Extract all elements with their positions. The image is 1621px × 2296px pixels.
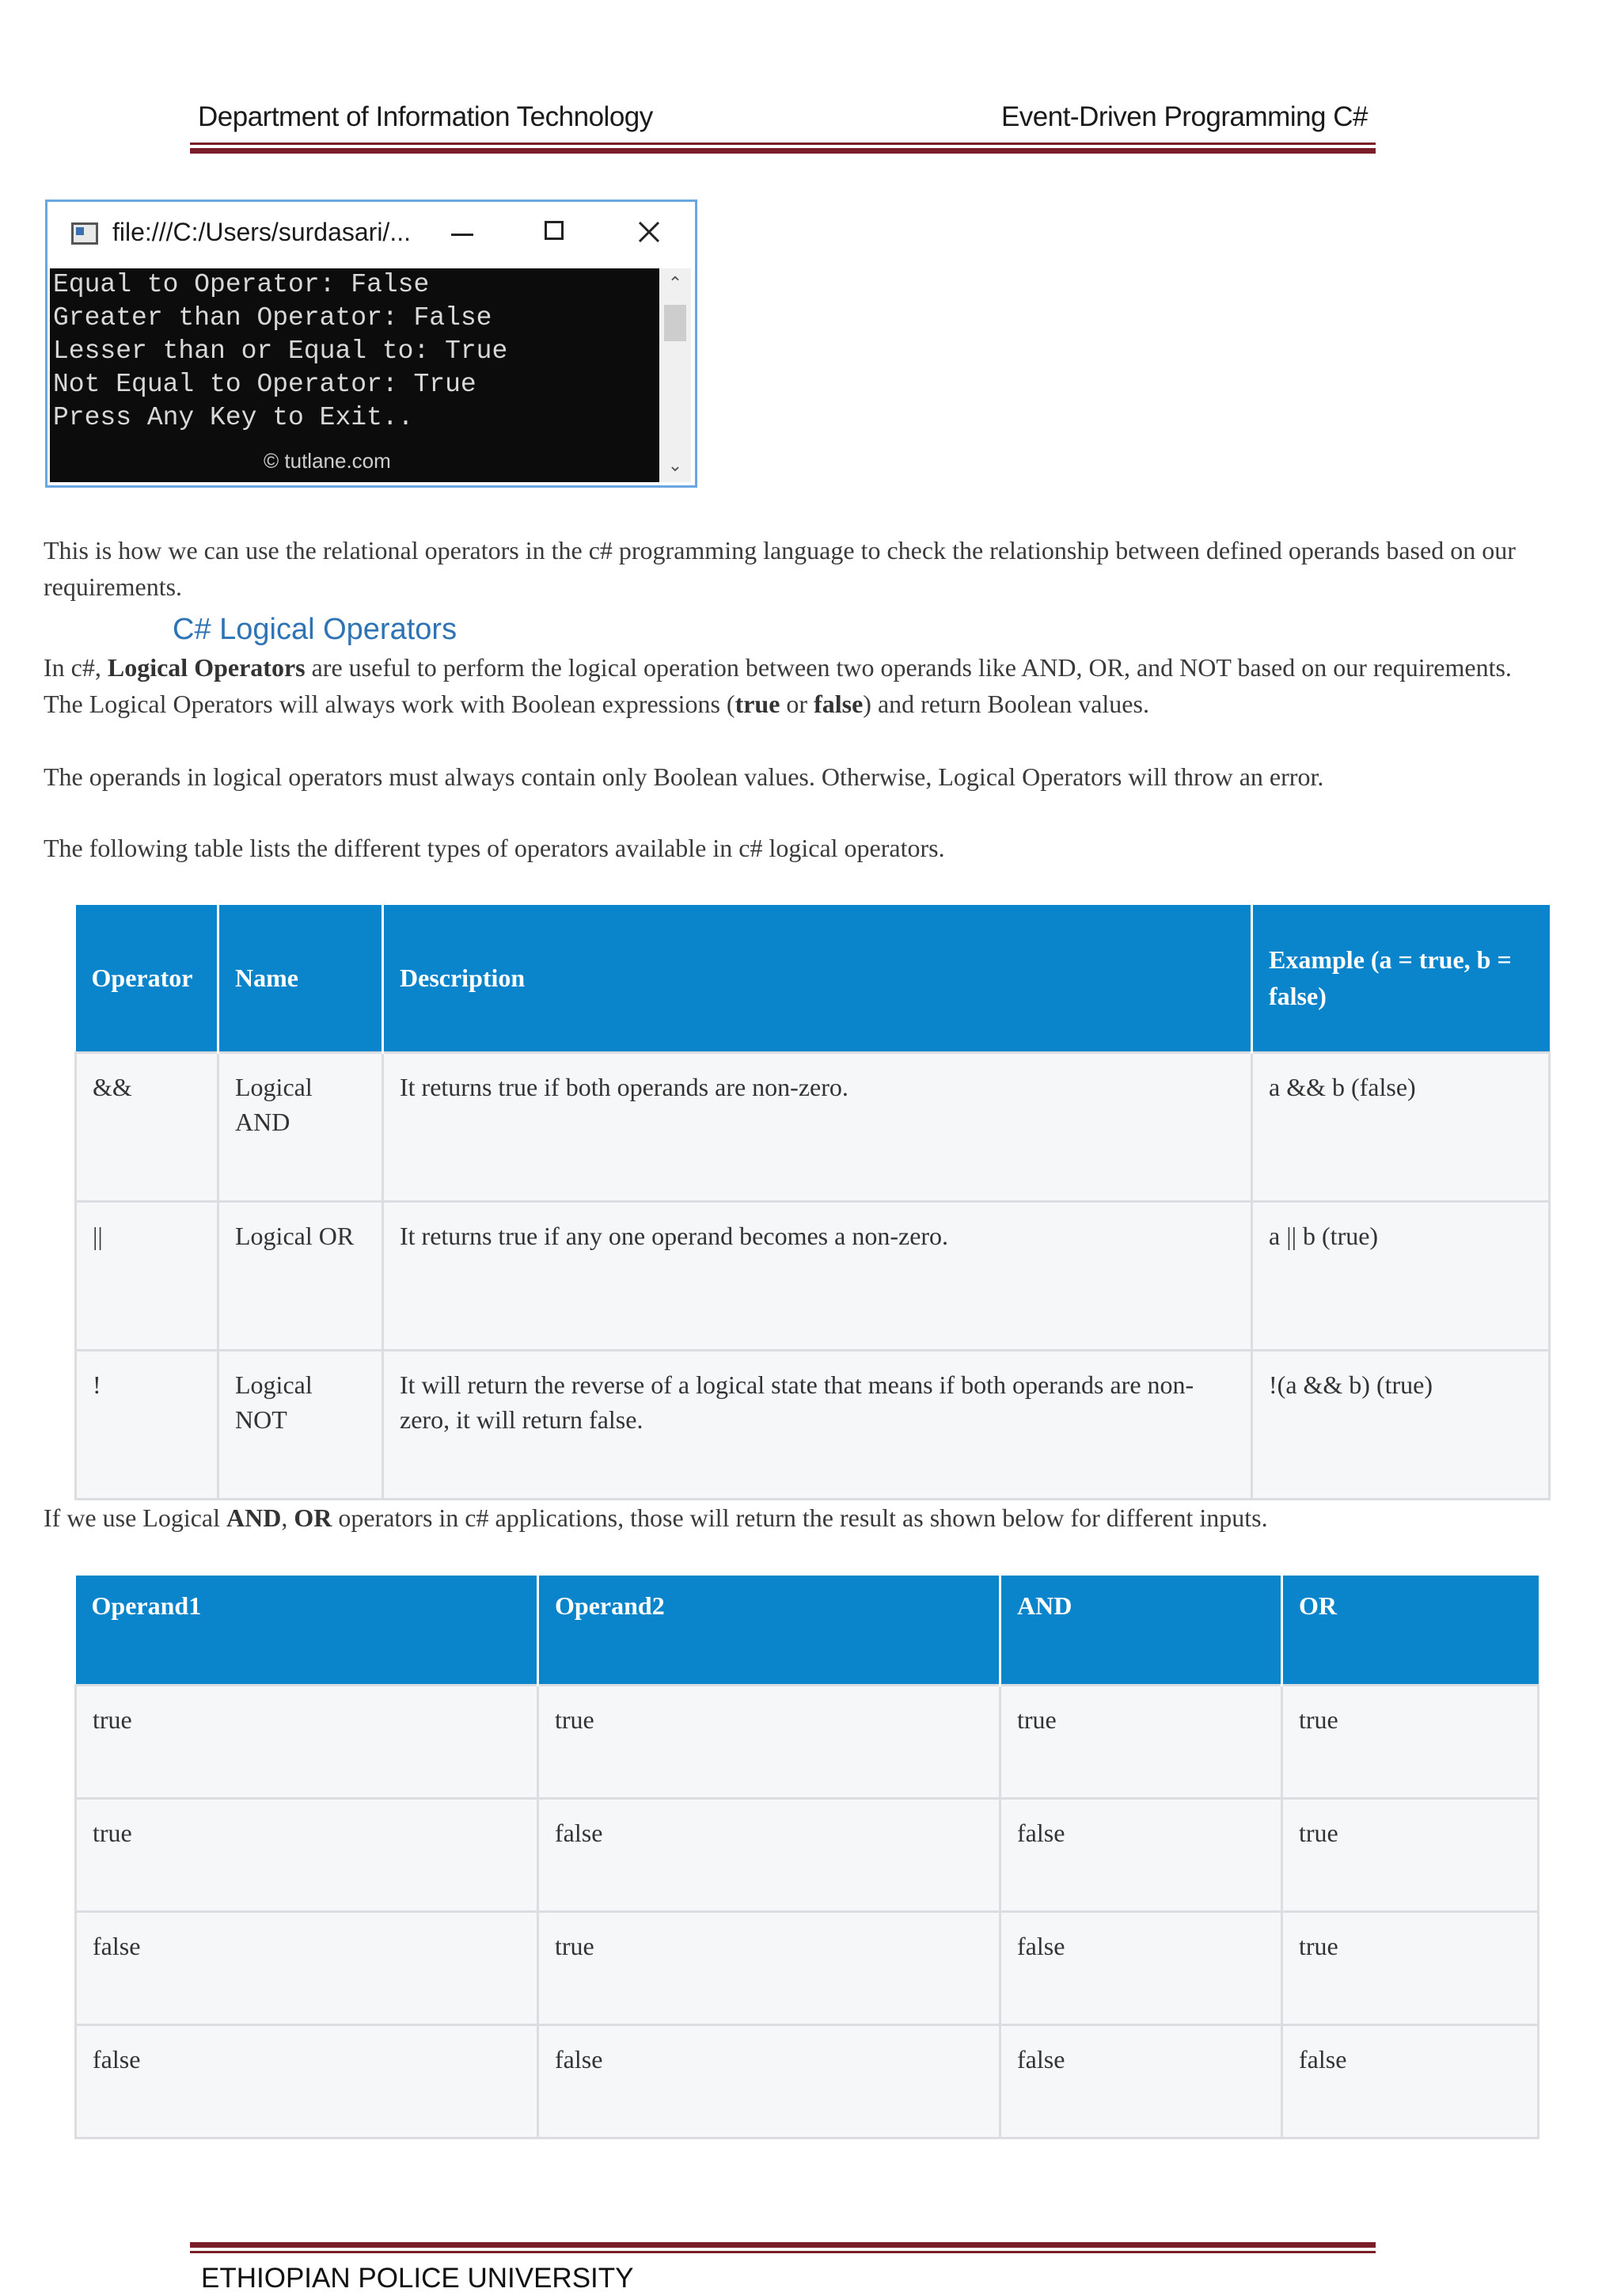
console-line: Greater than Operator: False [53, 303, 492, 333]
table-row [76, 2024, 1539, 2138]
console-output [50, 268, 659, 482]
table-header-row [76, 1576, 1539, 1685]
table-cell: false [1000, 1911, 1282, 2024]
header-department: Department of Information Technology [198, 101, 653, 132]
table-row [76, 1052, 1550, 1201]
header-cell: Operator [76, 905, 218, 1052]
paragraph-truth-intro [44, 1500, 1547, 1536]
table-cell: true [1000, 1685, 1282, 1798]
text: or [780, 690, 814, 718]
bold-term: AND [226, 1503, 282, 1532]
maximize-icon [545, 221, 564, 240]
header-cell: Example (a = true, b = false) [1252, 905, 1550, 1052]
logical-operators-table [74, 905, 1551, 1500]
table-cell: true [1282, 1911, 1539, 2024]
minimize-icon [451, 234, 473, 236]
header-cell: AND [1000, 1576, 1282, 1685]
text: If we use Logical [44, 1503, 227, 1532]
table-header-row [76, 905, 1550, 1052]
table-cell: Logical OR [218, 1201, 383, 1350]
header-rule-thick [190, 148, 1376, 154]
table-cell: ! [76, 1350, 218, 1499]
footer-university: ETHIOPIAN POLICE UNIVERSITY [201, 2263, 634, 2294]
header-cell: Operand1 [76, 1576, 538, 1685]
paragraph-relational-summary: This is how we can use the relational operators in the c# programming language to check the relationship between defined operands based on our requirements. [44, 536, 1516, 601]
table-cell: true [538, 1685, 1000, 1798]
header-cell: OR [1282, 1576, 1539, 1685]
scroll-down-icon: ⌄ [667, 456, 683, 476]
table-cell: false [1000, 2024, 1282, 2138]
console-line: Equal to Operator: False [53, 270, 430, 299]
table-cell: false [538, 2024, 1000, 2138]
console-watermark: © tutlane.com [264, 449, 391, 473]
console-title: file:///C:/Users/surdasari/... [112, 218, 411, 246]
header-cell: Description [383, 905, 1252, 1052]
table-cell: a && b (false) [1252, 1052, 1550, 1201]
table-cell: !(a && b) (true) [1252, 1350, 1550, 1499]
table-cell: false [538, 1798, 1000, 1911]
console-app-icon [71, 222, 98, 245]
table-row [76, 1201, 1550, 1350]
header-cell: Operand2 [538, 1576, 1000, 1685]
table-cell: Logical NOT [218, 1350, 383, 1499]
header-rule-thin [190, 143, 1376, 145]
table-cell: It will return the reverse of a logical state that means if both operands are non-zero, it will return false. [383, 1350, 1252, 1499]
scroll-thumb [664, 305, 686, 341]
table-cell: || [76, 1201, 218, 1350]
console-line: Press Any Key to Exit.. [53, 403, 414, 432]
table-cell: Logical AND [218, 1052, 383, 1201]
table-row [76, 1911, 1539, 2024]
table-cell: && [76, 1052, 218, 1201]
text: ) and return Boolean values. [863, 690, 1149, 718]
paragraph-logical-intro [44, 649, 1547, 722]
close-icon [633, 216, 665, 248]
page-header [190, 97, 1376, 144]
paragraph-table-intro: The following table lists the different types of operators available in c# logical operators. [44, 834, 945, 862]
bold-term: Logical Operators [107, 653, 306, 682]
table-cell: true [76, 1685, 538, 1798]
text: In c#, [44, 653, 108, 682]
header-cell: Name [218, 905, 383, 1052]
text: are useful to perform the logical operation between two operands like AND, OR, and NOT based on our requirements. The Logical Operators will always work with Boolean expressions ( [44, 653, 1512, 718]
bold-term: OR [294, 1503, 332, 1532]
bold-term: true [735, 690, 780, 718]
text: , [281, 1503, 294, 1532]
table-cell: It returns true if both operands are non-zero. [383, 1052, 1252, 1201]
header-course: Event-Driven Programming C# [1000, 101, 1368, 132]
console-titlebar [47, 202, 695, 268]
section-heading: C# Logical Operators [173, 613, 457, 646]
table-cell: true [538, 1911, 1000, 2024]
table-cell: true [1282, 1798, 1539, 1911]
table-row [76, 1350, 1550, 1499]
table-cell: It returns true if any one operand becomes a non-zero. [383, 1201, 1252, 1350]
table-row [76, 1798, 1539, 1911]
footer-rule-thick [190, 2242, 1376, 2248]
console-scrollbar [659, 268, 691, 482]
table-cell: false [76, 1911, 538, 2024]
table-cell: a || b (true) [1252, 1201, 1550, 1350]
footer-rule-thin [190, 2251, 1376, 2253]
table-cell: true [76, 1798, 538, 1911]
table-cell: false [1000, 1798, 1282, 1911]
table-cell: false [1282, 2024, 1539, 2138]
scroll-up-icon: ⌃ [667, 274, 683, 294]
bold-term: false [814, 690, 864, 718]
truth-table [74, 1576, 1539, 2139]
text: operators in c# applications, those will return the result as shown below for different inputs. [332, 1503, 1268, 1532]
table-row [76, 1685, 1539, 1798]
paragraph-boolean-operands: The operands in logical operators must always contain only Boolean values. Otherwise, Logical Operators will throw an error. [44, 762, 1324, 791]
console-window-screenshot [45, 200, 697, 488]
table-cell: false [76, 2024, 538, 2138]
table-cell: true [1282, 1685, 1539, 1798]
console-line: Not Equal to Operator: True [53, 370, 476, 399]
console-line: Lesser than or Equal to: True [53, 336, 508, 366]
